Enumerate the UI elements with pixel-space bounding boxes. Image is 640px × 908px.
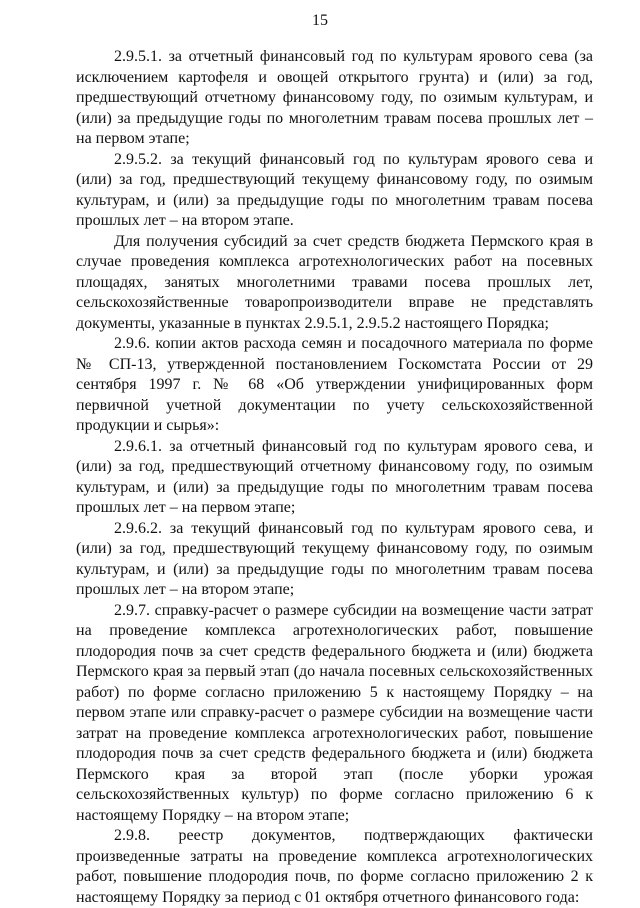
paragraph-2-9-7: 2.9.7. справку-расчет о размере субсидии на возмещение части затрат на проведение комплекса агротехнологических работ, повышение плодородия почв за счет средств федерального бюджета и (или) бюджета Пермского края за первый этап (до начала посевных сельскохозяйственных работ) по форме согласно приложению 5 к настоящему Порядку – на первом этапе или справку-расчет о размере субсидии на возмещение части затрат на проведение комплекса агротехнологических работ, повышение плодородия почв за счет средств федерального бюджета и (или) бюджета Пермского края за второй этап (после уборки урожая сельскохозяйственных культур) по форме согласно приложению 6 к настоящему Порядку – на втором этапе; [76,601,593,824]
paragraph-2-9-6: 2.9.6. копии актов расхода семян и посадочного материала по форме № СП-13, утвержденной постановлением Госкомстата России от 29 сентября 1997 г. № 68 «Об утверждении унифицированных форм первичной учетной документации по учету сельскохозяйственной продукции и сырья»: [76,335,593,434]
paragraph-2-9-8: 2.9.8. реестр документов, подтверждающих фактически произведенные затраты на проведение комплекса агротехнологических работ, повышение плодородия почв, по форме согласно приложению 2 к настоящему Порядку за период с 01 октября отчетного финансового года: [76,827,593,906]
paragraph-perm-budget-note: Для получения субсидий за счет средств бюджета Пермского края в случае проведения комплекса агротехнологических работ на посевных площадях, занятых многолетними травами посева прошлых лет, сельскохозяйственные товаропроизводители вправе не представлять документы, указанные в пунктах 2.9.5.1, 2.9.5.2 настоящего Порядка; [76,232,593,332]
paragraph-2-9-5-1: 2.9.5.1. за отчетный финансовый год по культурам ярового сева (за исключением картофеля и овощей открытого грунта) и (или) за год, предшествующий отчетному финансовому году, по озимым культурам, и (или) за предыдущие годы по многолетним травам посева прошлых лет – на первом этапе; [76,48,593,147]
document-body [76,47,593,908]
paragraph-2-9-6-1: 2.9.6.1. за отчетный финансовый год по культурам ярового сева, и (или) за год, предшествующий отчетному финансовому году, по озимым культурам, и (или) за предыдущие годы по многолетним травам посева прошлых лет – на первом этапе; [76,437,593,516]
paragraph-2-9-5-2: 2.9.5.2. за текущий финансовый год по культурам ярового сева и (или) за год, предшествующий текущему финансовому году, по озимым культурам, и (или) за предыдущие годы по многолетним травам посева прошлых лет – на втором этапе. [76,150,593,229]
paragraph-2-9-6-2: 2.9.6.2. за текущий финансовый год по культурам ярового сева, и (или) за год, предшествующий текущему финансовому году, по озимым культурам, и (или) за предыдущие годы по многолетним травам посева прошлых лет – на втором этапе; [76,519,593,598]
page-number: 15 [312,12,328,29]
